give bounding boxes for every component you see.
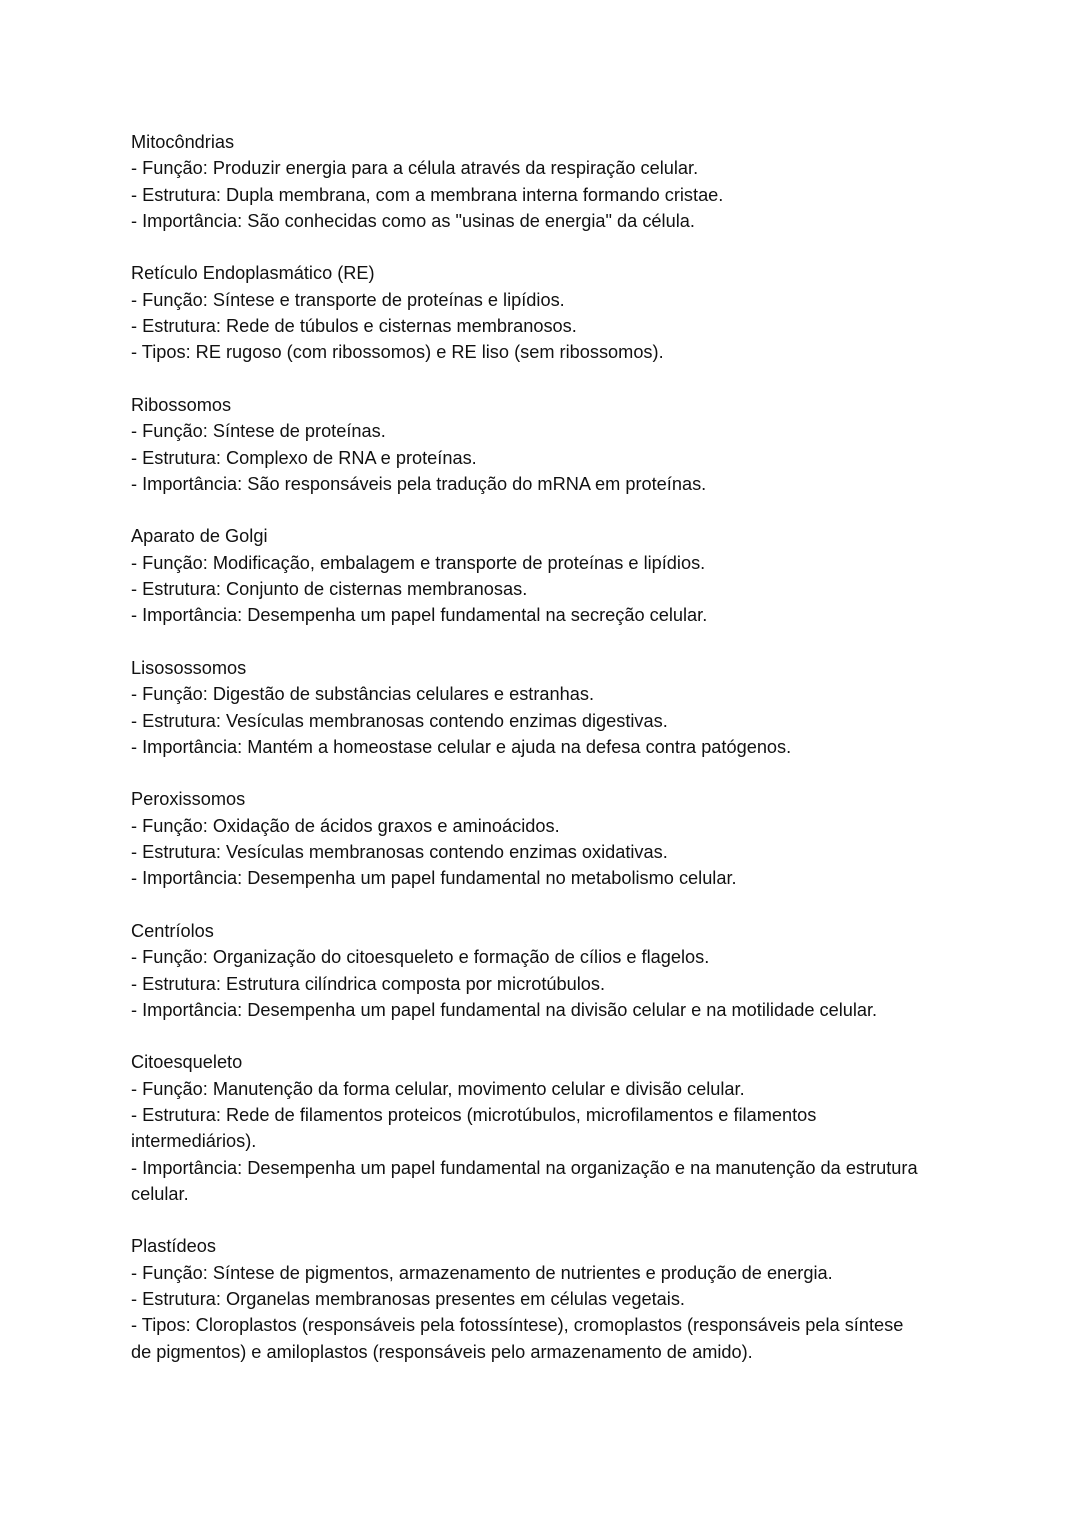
types-line: - Tipos: Cloroplastos (responsáveis pela fotossíntese), cromoplastos (responsáveis pela síntese de pigmentos) e amiloplastos (responsáveis pelo armazenamento de amido). — [131, 1315, 904, 1362]
function-line: - Função: Síntese e transporte de proteínas e lipídios. — [131, 289, 565, 310]
types-line: - Tipos: RE rugoso (com ribossomos) e RE liso (sem ribossomos). — [131, 342, 664, 363]
section-title: Ribossomos — [131, 394, 232, 415]
function-line: - Função: Manutenção da forma celular, movimento celular e divisão celular. — [131, 1078, 745, 1099]
importance-line: - Importância: Desempenha um papel fundamental na organização e na manutenção da estrutura celular. — [131, 1157, 918, 1204]
importance-line: - Importância: Mantém a homeostase celular e ajuda na defesa contra patógenos. — [131, 736, 792, 757]
structure-line: - Estrutura: Rede de túbulos e cisternas membranosos. — [131, 316, 577, 337]
section-title: Centríolos — [131, 920, 214, 941]
structure-line: - Estrutura: Vesículas membranosas contendo enzimas oxidativas. — [131, 842, 668, 863]
structure-line: - Estrutura: Estrutura cilíndrica composta por microtúbulos. — [131, 973, 606, 994]
structure-line: - Estrutura: Rede de filamentos proteicos (microtúbulos, microfilamentos e filamentos intermediários). — [131, 1104, 817, 1152]
importance-line: - Importância: Desempenha um papel fundamental na divisão celular e na motilidade celular. — [131, 999, 878, 1020]
section-title: Aparato de Golgi — [131, 526, 268, 547]
importance-line: - Importância: São conhecidas como as "usinas de energia" da célula. — [131, 210, 695, 231]
section-mitocondrias — [131, 129, 921, 234]
function-line: - Função: Modificação, embalagem e transporte de proteínas e lipídios. — [131, 552, 706, 573]
section-title: Peroxissomos — [131, 789, 246, 810]
structure-line: - Estrutura: Complexo de RNA e proteínas. — [131, 447, 477, 468]
section-title: Retículo Endoplasmático (RE) — [131, 263, 375, 284]
structure-line: - Estrutura: Conjunto de cisternas membranosas. — [131, 579, 528, 600]
function-line: - Função: Digestão de substâncias celulares e estranhas. — [131, 684, 595, 705]
importance-line: - Importância: Desempenha um papel fundamental na secreção celular. — [131, 605, 708, 626]
structure-line: - Estrutura: Vesículas membranosas contendo enzimas digestivas. — [131, 710, 668, 731]
function-line: - Função: Síntese de proteínas. — [131, 421, 386, 442]
section-reticulo-endoplasmatico — [131, 260, 921, 365]
structure-line: - Estrutura: Organelas membranosas presentes em células vegetais. — [131, 1289, 685, 1310]
function-line: - Função: Produzir energia para a célula através da respiração celular. — [131, 158, 699, 179]
function-line: - Função: Síntese de pigmentos, armazenamento de nutrientes e produção de energia. — [131, 1262, 833, 1283]
section-aparato-de-golgi — [131, 523, 921, 628]
section-title: Plastídeos — [131, 1236, 216, 1257]
section-centriolos — [131, 918, 921, 1023]
importance-line: - Importância: Desempenha um papel fundamental no metabolismo celular. — [131, 868, 737, 889]
section-citoesqueleto — [131, 1049, 921, 1207]
section-title: Mitocôndrias — [131, 132, 235, 152]
section-peroxissomos — [131, 786, 921, 891]
function-line: - Função: Organização do citoesqueleto e formação de cílios e flagelos. — [131, 947, 710, 968]
section-title: Citoesqueleto — [131, 1052, 243, 1073]
section-ribossomos — [131, 392, 921, 497]
document-page — [131, 129, 921, 1391]
section-lisossomos — [131, 655, 921, 760]
function-line: - Função: Oxidação de ácidos graxos e aminoácidos. — [131, 815, 560, 836]
section-title: Lisosossomos — [131, 657, 247, 678]
importance-line: - Importância: São responsáveis pela tradução do mRNA em proteínas. — [131, 473, 707, 494]
structure-line: - Estrutura: Dupla membrana, com a membrana interna formando cristae. — [131, 184, 724, 205]
section-plastideos — [131, 1233, 921, 1364]
